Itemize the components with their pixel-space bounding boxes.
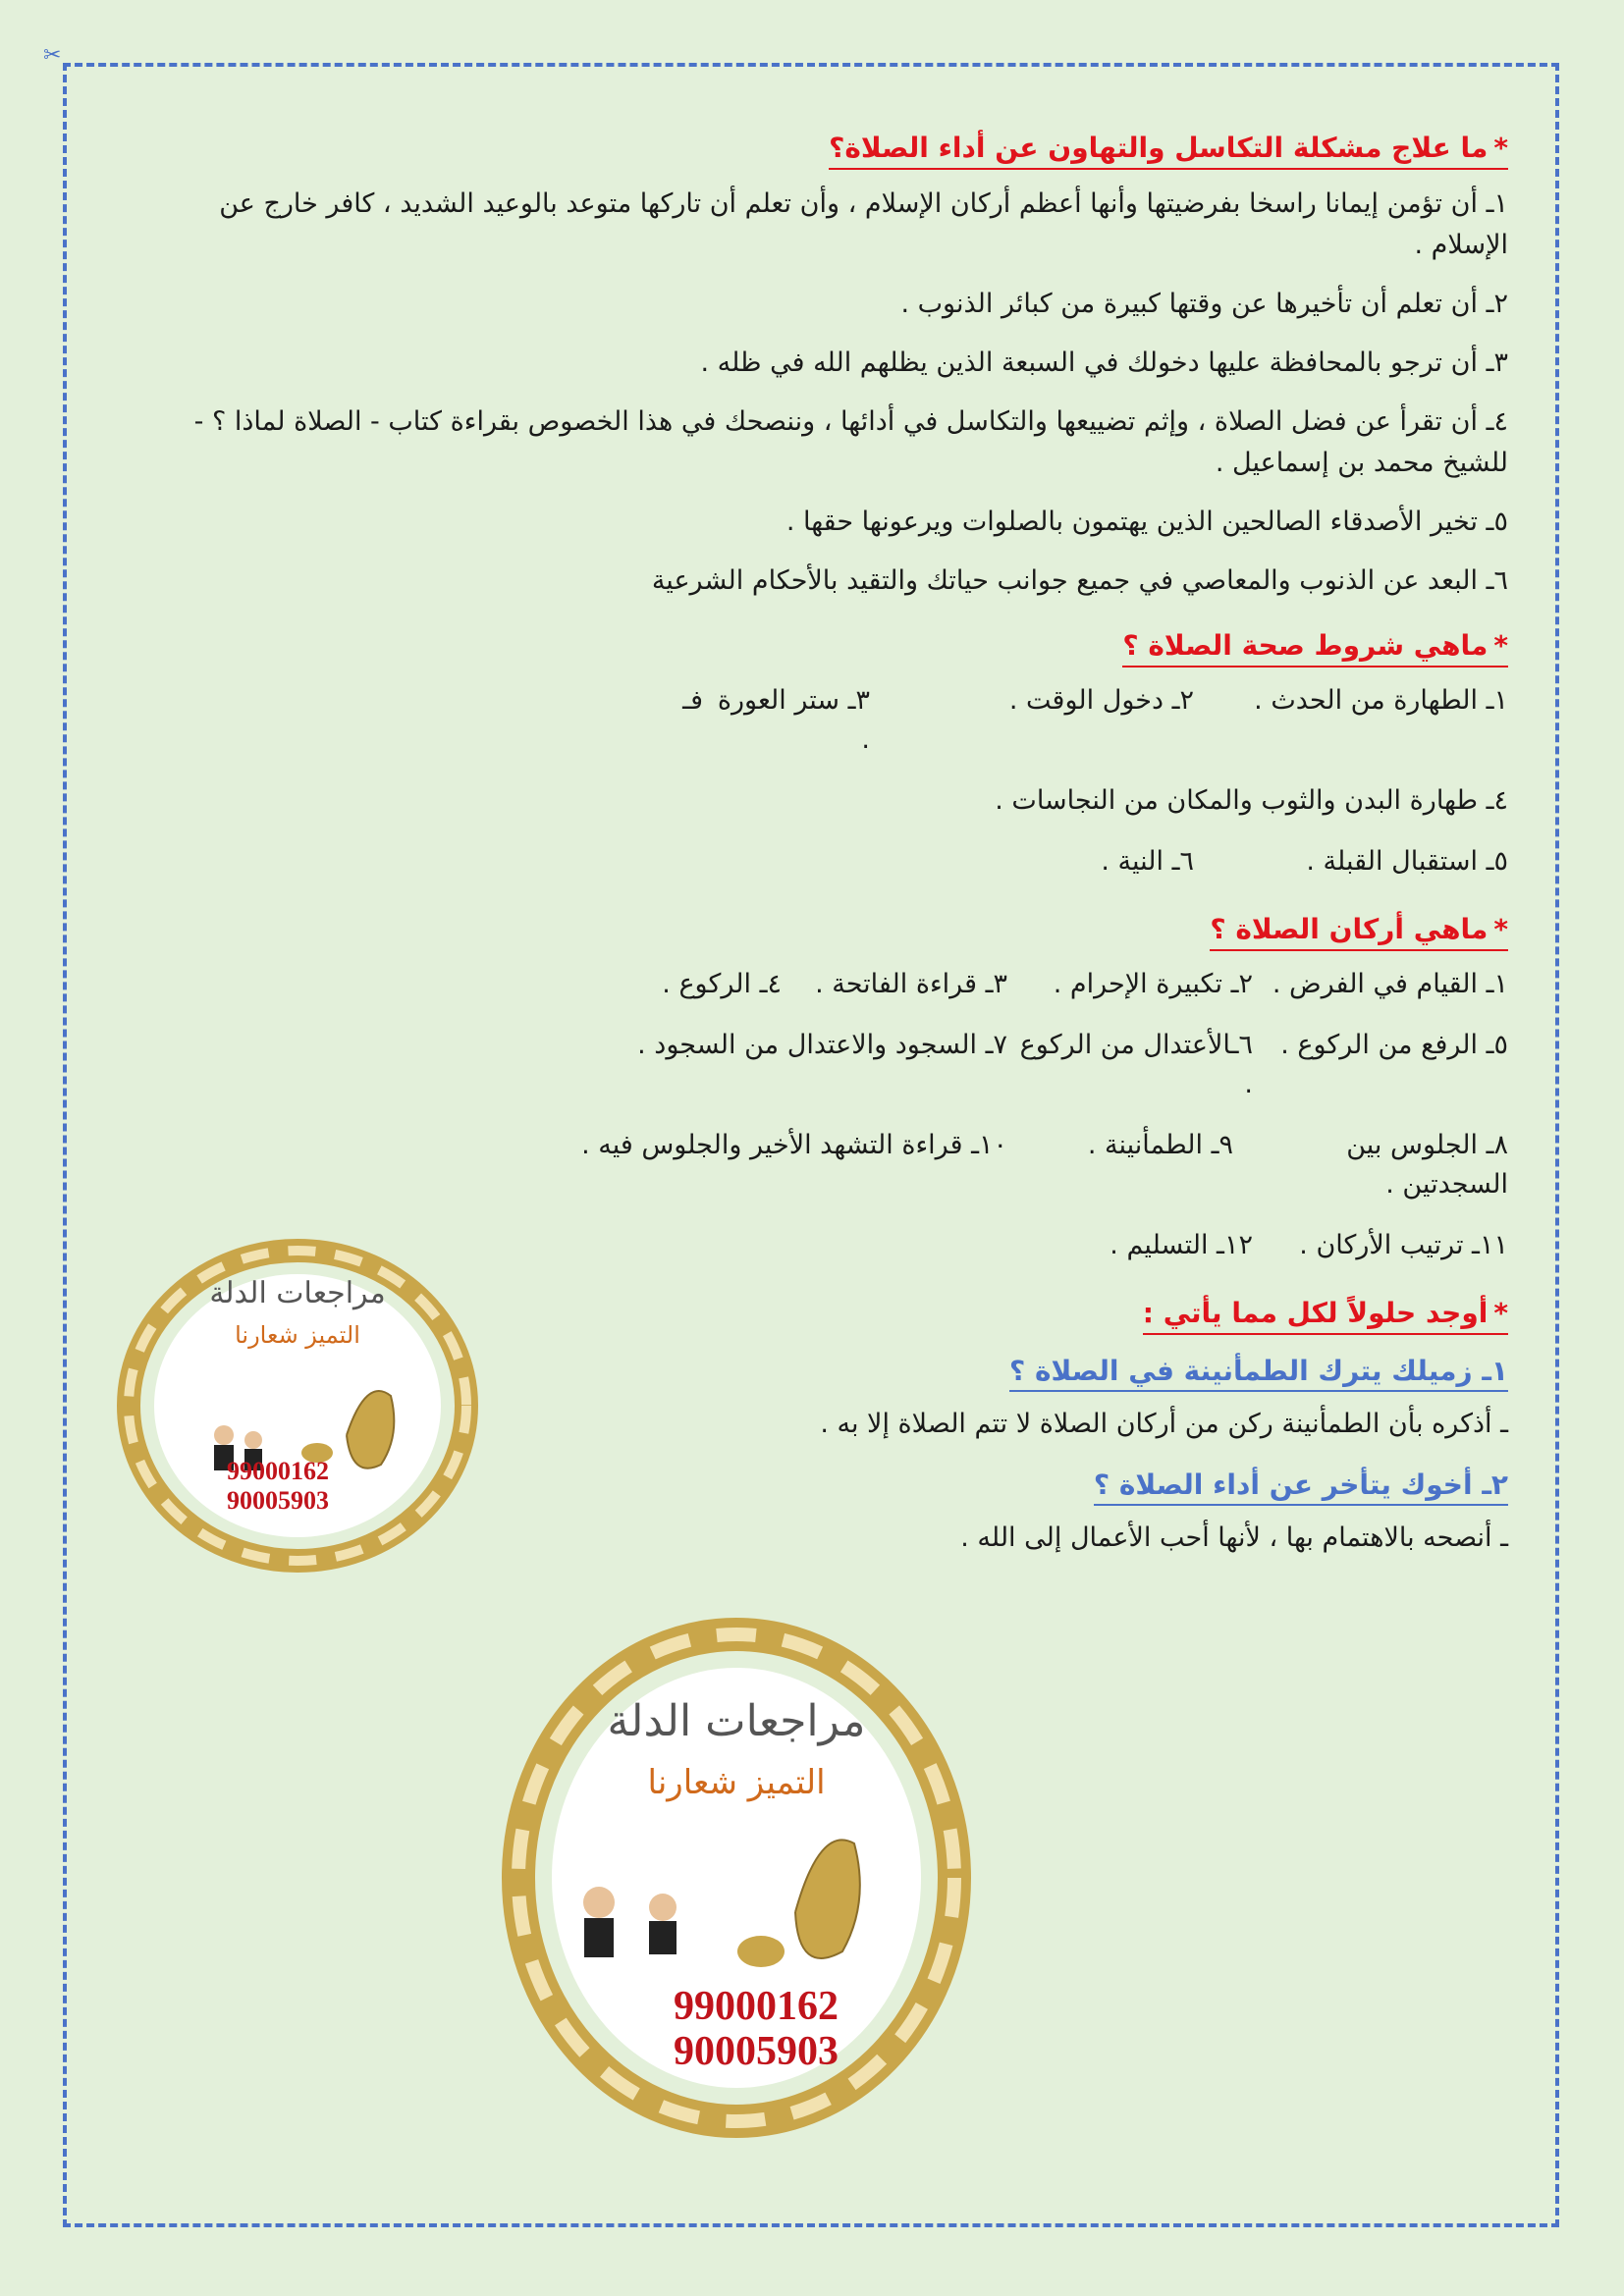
solution-answer-2: ـ أنصحه بالاهتمام بها ، لأنها أحب الأعمال إلى الله . — [960, 1522, 1508, 1553]
stamp-slogan: التميز شعارنا — [647, 1763, 826, 1802]
star-icon: * — [1493, 913, 1508, 945]
condition-item: ٦ـ النية . — [1101, 846, 1194, 877]
pillar-item: ٣ـ قراءة الفاتحة . — [815, 969, 1007, 999]
stamp-phone-2: 90005903 — [227, 1486, 329, 1515]
section-pillars-title: *ماهي أركان الصلاة ؟ — [1210, 913, 1508, 951]
section-conditions-title: *ماهي شروط صحة الصلاة ؟ — [1122, 629, 1508, 667]
condition-item: ١ـ الطهارة من الحدث . — [1254, 685, 1508, 716]
stamp-title: مراجعات الدلة — [209, 1276, 386, 1310]
remedy-item-3: ٣ـ أن ترجو بالمحافظة عليها دخولك في السبعة الذين يظلهم الله في ظله . — [700, 347, 1508, 378]
section-solutions-title: *أوجد حلولاً لكل مما يأتي : — [1143, 1297, 1508, 1335]
pillar-item: ٦ـالأعتدال من الركوع . — [1019, 1030, 1253, 1099]
pillar-item: ١١ـ ترتيب الأركان . — [1299, 1230, 1508, 1260]
conditions-row — [147, 681, 1508, 760]
condition-item: ٤ـ طهارة البدن والثوب والمكان من النجاسات . — [995, 785, 1508, 816]
solution-answer-1: ـ أذكره بأن الطمأنينة ركن من أركان الصلاة لا تتم الصلاة إلا به . — [820, 1409, 1508, 1439]
star-icon: * — [1493, 132, 1508, 164]
pillar-item: ٩ـ الطمأنينة . — [1087, 1130, 1233, 1160]
section-remedy-title: *ما علاج مشكلة التكاسل والتهاون عن أداء الصلاة؟ — [829, 132, 1508, 170]
condition-item: ٣ـ ستر العورة . — [717, 685, 870, 755]
remedy-item-2: ٢ـ أن تعلم أن تأخيرها عن وقتها كبيرة من كبائر الذنوب . — [900, 289, 1508, 319]
pillar-item: ١٢ـ التسليم . — [1110, 1230, 1253, 1260]
solution-question-2: ٢ـ أخوك يتأخر عن أداء الصلاة ؟ — [1094, 1468, 1508, 1506]
pillars-row — [147, 1026, 1508, 1104]
large-stamp-logo — [501, 1618, 972, 2138]
small-stamp-logo — [116, 1239, 479, 1573]
remedy-item-1: ١ـ أن تؤمن إيمانا راسخا بفرضيتها وأنها أعظم أركان الإسلام ، وأن تعلم أن تاركها متوعد بالوعيد الشديد ، كافر خارج عن الإسلام . — [219, 188, 1508, 260]
condition-fragment: فـ — [682, 685, 703, 716]
star-icon: * — [1493, 629, 1508, 662]
stamp-phone-1: 99000162 — [227, 1457, 329, 1485]
stamp-slogan: التميز شعارنا — [235, 1321, 360, 1349]
remedy-item-4: ٤ـ أن تقرأ عن فضل الصلاة ، وإثم تضييعها والتكاسل في أدائها ، وننصحك في هذا الخصوص بقراءة كتاب - الصلاة لماذا ؟ - للشيخ محمد بن إسماعيل . — [193, 406, 1508, 478]
pillar-item: ٢ـ تكبيرة الإحرام . — [1053, 969, 1253, 999]
stamp-phone-2: 90005903 — [674, 2029, 839, 2074]
pillar-item: ٥ـ الرفع من الركوع . — [1280, 1030, 1508, 1060]
section-remedy — [147, 122, 1508, 602]
condition-item: ٢ـ دخول الوقت . — [1008, 685, 1194, 716]
pillars-row — [147, 1126, 1508, 1204]
pillar-item: ١٠ـ قراءة التشهد الأخير والجلوس فيه . — [581, 1130, 1007, 1160]
section-pillars — [147, 903, 1508, 1265]
stamp-title: مراجعات الدلة — [607, 1696, 866, 1746]
remedy-item-6: ٦ـ البعد عن الذنوب والمعاصي في جميع جوانب حياتك والتقيد بالأحكام الشرعية — [651, 565, 1508, 596]
stamp-phone-1: 99000162 — [674, 1984, 839, 2029]
star-icon: * — [1493, 1297, 1508, 1329]
solution-question-1: ١ـ زميلك يترك الطمأنينة في الصلاة ؟ — [1009, 1355, 1508, 1392]
conditions-row — [147, 842, 1508, 881]
pillar-item: ١ـ القيام في الفرض . — [1272, 969, 1508, 999]
remedy-item-5: ٥ـ تخير الأصدقاء الصالحين الذين يهتمون بالصلوات ويرعونها حقها . — [785, 507, 1508, 537]
pillar-item: ٨ـ الجلوس بين السجدتين . — [1346, 1130, 1508, 1200]
scissors-icon: ✂ — [43, 43, 62, 68]
pillar-item: ٧ـ السجود والاعتدال من السجود . — [637, 1030, 1007, 1060]
pillars-row — [147, 965, 1508, 1004]
conditions-row — [147, 781, 1508, 821]
pillar-item: ٤ـ الركوع . — [662, 969, 782, 999]
condition-item: ٥ـ استقبال القبلة . — [1306, 846, 1508, 877]
section-conditions — [147, 619, 1508, 881]
